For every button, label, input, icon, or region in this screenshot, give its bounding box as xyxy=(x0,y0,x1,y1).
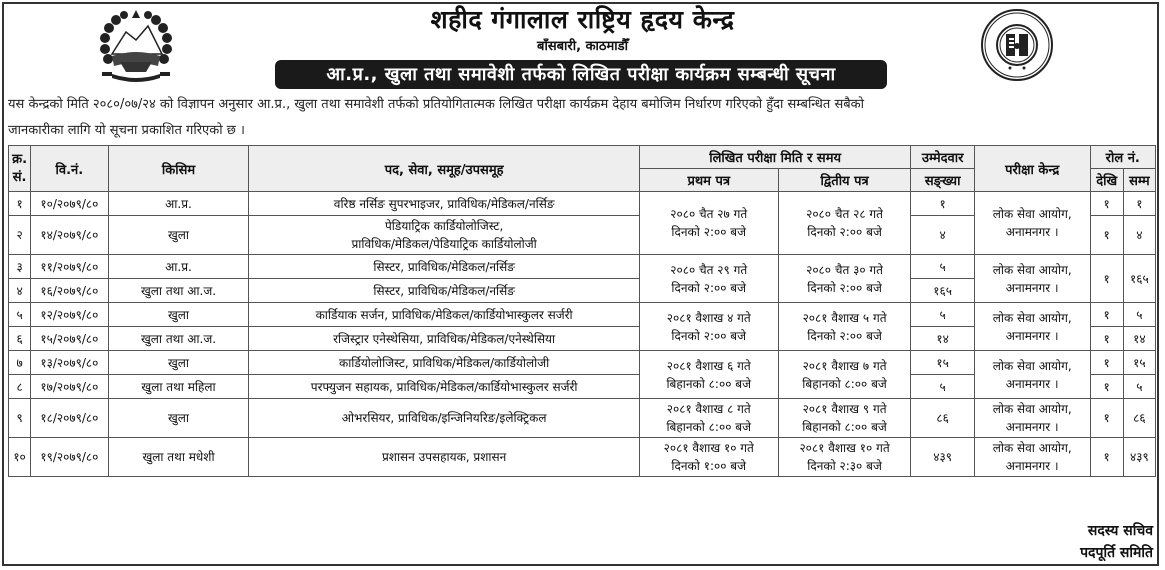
col-roll-group: रोल नं. xyxy=(1090,146,1155,169)
cell-post: कार्डियोलोजिस्ट, प्राविधिक/मेडिकल/कार्डियोलोजी xyxy=(249,351,639,375)
organization-title: शहीद गंगालाल राष्ट्रिय हृदय केन्द्र xyxy=(430,5,735,34)
cell-sn: ८ xyxy=(9,375,31,399)
cell-roll-to: ४ xyxy=(1123,216,1155,255)
intro-line-2: जानकारीका लागि यो सूचना प्रकाशित गरिएको छ । xyxy=(8,123,245,138)
notice-heading-banner: आ.प्र., खुला तथा समावेशी तर्फको लिखित परीक्षा कार्यक्रम सम्बन्धी सूचना xyxy=(275,60,887,89)
exam-schedule-table xyxy=(8,145,1156,477)
cell-candidates: ५ xyxy=(911,303,974,327)
cell-second-paper: २०८० चैत २८ गते दिनको २:०० बजे xyxy=(778,192,911,255)
col-candidates-l2: सङ्ख्या xyxy=(911,169,974,192)
cell-post: परफ्युजन सहायक, प्राविधिक/मेडिकल/कार्डियोभास्कुलर सर्जरी xyxy=(249,375,639,399)
table-row xyxy=(9,192,1156,216)
col-second-paper: द्वितीय पत्र xyxy=(778,169,911,192)
cell-post: प्रशासन उपसहायक, प्रशासन xyxy=(249,438,639,477)
col-candidates-l1: उम्मेदवार xyxy=(911,146,974,169)
cell-post: पेडियाट्रिक कार्डियोलोजिस्ट, प्राविधिक/मेडिकल/पेडियाट्रिक कार्डियोलोजी xyxy=(249,216,639,255)
cell-centre: लोक सेवा आयोग, अनामनगर । xyxy=(974,399,1090,438)
signature-block xyxy=(1080,520,1153,564)
col-roll-to: सम्म xyxy=(1123,169,1155,192)
cell-roll-to: ५ xyxy=(1123,303,1155,327)
cell-adv: १३/२०७९/८० xyxy=(31,351,108,375)
cell-first-paper: २०८१ वैशाख ६ गते बिहानको ८:०० बजे xyxy=(639,351,778,399)
cell-post: कार्डियाक सर्जन, प्राविधिक/मेडिकल/कार्डियोभास्कुलर सर्जरी xyxy=(249,303,639,327)
intro-paragraph xyxy=(8,92,1158,144)
col-first-paper: प्रथम पत्र xyxy=(639,169,778,192)
cell-type: खुला xyxy=(108,303,249,327)
cell-adv: १७/२०७९/८० xyxy=(31,375,108,399)
cell-second-paper: २०८१ वैशाख ७ गते बिहानको ८:०० बजे xyxy=(778,351,911,399)
cell-roll-to: १५ xyxy=(1123,351,1155,375)
cell-adv: १५/२०७९/८० xyxy=(31,327,108,351)
cell-candidates: १४ xyxy=(911,327,974,351)
cell-sn: १० xyxy=(9,438,31,477)
cell-adv: १२/२०७९/८० xyxy=(31,303,108,327)
cell-roll-to: १ xyxy=(1123,192,1155,216)
cell-first-paper: २०८० चैत २९ गते दिनको २:०० बजे xyxy=(639,255,778,303)
cell-centre: लोक सेवा आयोग, अनामनगर । xyxy=(974,351,1090,399)
cell-roll-to: १६५ xyxy=(1123,255,1155,303)
cell-type: खुला तथा महिला xyxy=(108,375,249,399)
intro-line-1: यस केन्द्रको मिति २०८०/०७/२४ को विज्ञापन अनुसार आ.प्र., खुला तथा समावेशी तर्फको प्रतियोगितात्मक लिखित परीक्षा कार्यक्रम देहाय बमोजिम निर्धारण गरिएको हुँदा सम्बन्धित सबैको xyxy=(8,97,865,112)
cell-type: खुला तथा आ.ज. xyxy=(108,327,249,351)
cell-type: खुला xyxy=(108,399,249,438)
cell-sn: २ xyxy=(9,216,31,255)
cell-first-paper: २०८० चैत २७ गते दिनको २:०० बजे xyxy=(639,192,778,255)
col-roll-from: देखि xyxy=(1090,169,1123,192)
col-post: पद, सेवा, समूह/उपसमूह xyxy=(249,146,639,192)
cell-adv: १६/२०७९/८० xyxy=(31,279,108,303)
table-row xyxy=(9,303,1156,327)
cell-centre: लोक सेवा आयोग, अनामनगर । xyxy=(974,255,1090,303)
cell-post: वरिष्ठ नर्सिङ सुपरभाइजर, प्राविधिक/मेडिकल/नर्सिङ xyxy=(249,192,639,216)
cell-second-paper: २०८१ वैशाख ९ गते बिहानको ८:०० बजे xyxy=(778,399,911,438)
cell-type: खुला तथा आ.ज. xyxy=(108,279,249,303)
cell-roll-from: १ xyxy=(1090,438,1123,477)
cell-adv: ११/२०७९/८० xyxy=(31,255,108,279)
cell-roll-from: १ xyxy=(1090,351,1123,375)
cell-sn: १ xyxy=(9,192,31,216)
cell-sn: ६ xyxy=(9,327,31,351)
cell-candidates: ४३९ xyxy=(911,438,974,477)
cell-roll-from: १ xyxy=(1090,255,1123,303)
cell-roll-from: १ xyxy=(1090,303,1123,327)
cell-roll-from: १ xyxy=(1090,399,1123,438)
cell-type: आ.प्र. xyxy=(108,192,249,216)
cell-second-paper: २०८१ वैशाख १० गते दिनको २:३० बजे xyxy=(778,438,911,477)
cell-type: खुला xyxy=(108,351,249,375)
cell-candidates: ४ xyxy=(911,216,974,255)
cell-adv: १०/२०७९/८० xyxy=(31,192,108,216)
cell-first-paper: २०८१ वैशाख १० गते दिनको १:०० बजे xyxy=(639,438,778,477)
col-exam-date-group: लिखित परीक्षा मिति र समय xyxy=(639,146,911,169)
signature-committee: पदपूर्ति समिति xyxy=(1080,545,1153,561)
cell-post: रजिस्ट्रार एनेस्थेसिया, प्राविधिक/मेडिकल/एनेस्थेसिया xyxy=(249,327,639,351)
organization-address: बाँसबारी, काठमाडौँ xyxy=(537,39,628,54)
cell-first-paper: २०८१ वैशाख ४ गते दिनको २:०० बजे xyxy=(639,303,778,351)
col-type: किसिम xyxy=(108,146,249,192)
cell-sn: ४ xyxy=(9,279,31,303)
table-row xyxy=(9,351,1156,375)
cell-candidates: ५ xyxy=(911,375,974,399)
cell-adv: १९/२०७९/८० xyxy=(31,438,108,477)
cell-roll-from: १ xyxy=(1090,216,1123,255)
cell-candidates: १ xyxy=(911,192,974,216)
cell-type: खुला xyxy=(108,216,249,255)
header-row-1 xyxy=(9,146,1156,169)
col-exam-centre: परीक्षा केन्द्र xyxy=(974,146,1090,192)
cell-post: सिस्टर, प्राविधिक/मेडिकल/नर्सिङ xyxy=(249,255,639,279)
cell-roll-to: ८६ xyxy=(1123,399,1155,438)
table-row xyxy=(9,438,1156,477)
cell-sn: ७ xyxy=(9,351,31,375)
table-row xyxy=(9,255,1156,279)
cell-centre: लोक सेवा आयोग, अनामनगर । xyxy=(974,192,1090,255)
col-serial: क्र. सं. xyxy=(9,146,31,192)
cell-candidates: ५ xyxy=(911,255,974,279)
table-row xyxy=(9,399,1156,438)
cell-type: आ.प्र. xyxy=(108,255,249,279)
cell-type: खुला तथा मधेशी xyxy=(108,438,249,477)
cell-post: सिस्टर, प्राविधिक/मेडिकल/नर्सिङ xyxy=(249,279,639,303)
cell-roll-to: ४३९ xyxy=(1123,438,1155,477)
cell-adv: १८/२०७९/८० xyxy=(31,399,108,438)
cell-first-paper: २०८१ वैशाख ८ गते बिहानको ८:०० बजे xyxy=(639,399,778,438)
cell-roll-from: १ xyxy=(1090,327,1123,351)
cell-centre: लोक सेवा आयोग, अनामनगर । xyxy=(974,303,1090,351)
cell-roll-to: ५ xyxy=(1123,375,1155,399)
col-adv-no: वि.नं. xyxy=(31,146,108,192)
signature-title: सदस्य सचिव xyxy=(1087,523,1153,539)
cell-post: ओभरसियर, प्राविधिक/इन्जिनियरिङ/इलेक्ट्रिकल xyxy=(249,399,639,438)
cell-roll-from: १ xyxy=(1090,192,1123,216)
cell-roll-from: १ xyxy=(1090,375,1123,399)
cell-adv: १४/२०७९/८० xyxy=(31,216,108,255)
cell-second-paper: २०८१ वैशाख ५ गते दिनको २:०० बजे xyxy=(778,303,911,351)
cell-second-paper: २०८० चैत ३० गते दिनको २:०० बजे xyxy=(778,255,911,303)
cell-candidates: १६५ xyxy=(911,279,974,303)
cell-sn: ५ xyxy=(9,303,31,327)
cell-centre: लोक सेवा आयोग, अनामनगर । xyxy=(974,438,1090,477)
cell-candidates: ८६ xyxy=(911,399,974,438)
cell-roll-to: १४ xyxy=(1123,327,1155,351)
cell-sn: ३ xyxy=(9,255,31,279)
cell-candidates: १५ xyxy=(911,351,974,375)
cell-sn: ९ xyxy=(9,399,31,438)
